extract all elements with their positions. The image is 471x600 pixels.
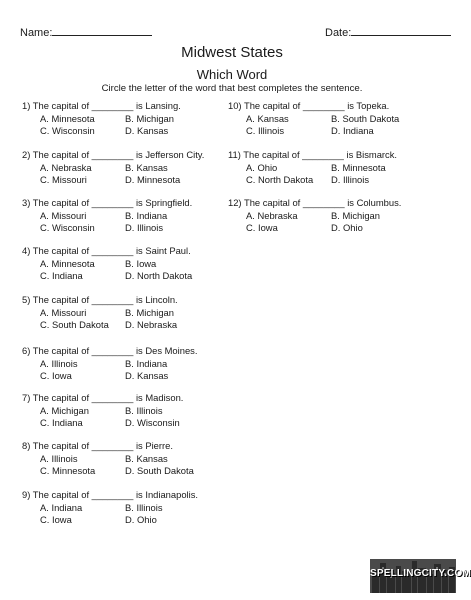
choice-d[interactable]: D. Kansas (125, 370, 169, 381)
choice-c[interactable]: C. Wisconsin (40, 125, 95, 136)
choice-a[interactable]: A. Nebraska (40, 161, 92, 173)
worksheet-instructions: Circle the letter of the word that best completes the sentence. (101, 83, 363, 94)
choice-d[interactable]: D. Ohio (331, 222, 363, 233)
choice-c[interactable]: C. Illinois (246, 125, 285, 136)
date-field (325, 25, 451, 39)
choice-d[interactable]: D. Illinois (125, 222, 164, 233)
choice-b[interactable]: B. Indiana (125, 209, 168, 221)
choice-a[interactable]: A. Nebraska (246, 209, 298, 221)
question-stem: 11) The capital of ________ is Bismarck. (228, 149, 398, 160)
choice-a[interactable]: A. Indiana (40, 501, 83, 513)
question-12 (228, 197, 401, 235)
worksheet-title: Midwest States (181, 44, 283, 61)
choice-b[interactable]: B. Michigan (331, 209, 380, 221)
choice-c[interactable]: C. Indiana (40, 417, 83, 428)
question-7 (22, 392, 183, 430)
question-stem: 1) The capital of ________ is Lansing. (22, 100, 181, 111)
choice-d[interactable]: D. Ohio (125, 514, 157, 525)
choice-b[interactable]: B. Indiana (125, 357, 168, 369)
choice-c[interactable]: C. Iowa (40, 514, 72, 525)
question-stem: 5) The capital of ________ is Lincoln. (22, 294, 178, 305)
choice-b[interactable]: B. Michigan (125, 306, 174, 318)
choice-a[interactable]: A. Missouri (40, 209, 87, 221)
question-9 (22, 489, 198, 527)
date-blank-line[interactable] (351, 25, 451, 36)
choice-a[interactable]: A. Illinois (40, 452, 78, 464)
question-1 (22, 100, 181, 138)
question-stem: 6) The capital of ________ is Des Moines. (22, 345, 198, 356)
choice-b[interactable]: B. Kansas (125, 161, 168, 173)
question-stem: 8) The capital of ________ is Pierre. (22, 440, 173, 451)
choice-b[interactable]: B. Iowa (125, 257, 157, 269)
question-stem: 12) The capital of ________ is Columbus. (228, 197, 402, 208)
question-stem: 10) The capital of ________ is Topeka. (228, 100, 390, 111)
choice-c[interactable]: C. Minnesota (40, 465, 96, 476)
question-stem: 2) The capital of ________ is Jefferson City. (22, 149, 205, 160)
name-field (20, 25, 152, 39)
question-10 (228, 100, 399, 138)
choice-a[interactable]: A. Minnesota (40, 257, 95, 269)
choice-a[interactable]: A. Missouri (40, 306, 87, 318)
choice-a[interactable]: A. Kansas (246, 112, 289, 124)
question-8 (22, 440, 194, 478)
choice-d[interactable]: D. Kansas (125, 125, 169, 136)
choice-c[interactable]: C. Iowa (246, 222, 278, 233)
choice-c[interactable]: C. Wisconsin (40, 222, 95, 233)
name-label: Name: (20, 27, 53, 39)
question-5 (22, 294, 178, 332)
choice-c[interactable]: C. North Dakota (246, 174, 314, 185)
choice-d[interactable]: D. North Dakota (125, 270, 193, 281)
question-2 (22, 149, 204, 187)
choice-a[interactable]: A. Michigan (40, 404, 89, 416)
logo-text: SPELLINGCITY.COM (370, 568, 471, 579)
question-6 (22, 345, 197, 383)
choice-d[interactable]: D. Illinois (331, 174, 370, 185)
choice-c[interactable]: C. South Dakota (40, 319, 109, 330)
choice-d[interactable]: D. Minnesota (125, 174, 181, 185)
choice-a[interactable]: A. Ohio (246, 161, 278, 173)
name-blank-line[interactable] (52, 25, 152, 36)
question-stem: 9) The capital of ________ is Indianapolis. (22, 489, 198, 500)
date-label: Date: (325, 27, 352, 39)
choice-b[interactable]: B. Illinois (125, 501, 163, 513)
spellingcity-logo (370, 559, 471, 593)
choice-d[interactable]: D. Wisconsin (125, 417, 180, 428)
question-11 (228, 149, 397, 187)
question-stem: 3) The capital of ________ is Springfield. (22, 197, 193, 208)
choice-d[interactable]: D. South Dakota (125, 465, 194, 476)
choice-c[interactable]: C. Iowa (40, 370, 72, 381)
question-stem: 4) The capital of ________ is Saint Paul. (22, 245, 191, 256)
choice-a[interactable]: A. Illinois (40, 357, 78, 369)
choice-b[interactable]: B. Illinois (125, 404, 163, 416)
question-4 (22, 245, 192, 283)
choice-a[interactable]: A. Minnesota (40, 112, 95, 124)
choice-b[interactable]: B. Kansas (125, 452, 168, 464)
question-stem: 7) The capital of ________ is Madison. (22, 392, 184, 403)
choice-b[interactable]: B. South Dakota (331, 112, 400, 124)
choice-c[interactable]: C. Indiana (40, 270, 83, 281)
choice-c[interactable]: C. Missouri (40, 174, 87, 185)
choice-b[interactable]: B. Michigan (125, 112, 174, 124)
choice-b[interactable]: B. Minnesota (331, 161, 386, 173)
worksheet-subtitle: Which Word (196, 67, 268, 82)
question-3 (22, 197, 192, 235)
choice-d[interactable]: D. Nebraska (125, 319, 178, 330)
choice-d[interactable]: D. Indiana (331, 125, 374, 136)
